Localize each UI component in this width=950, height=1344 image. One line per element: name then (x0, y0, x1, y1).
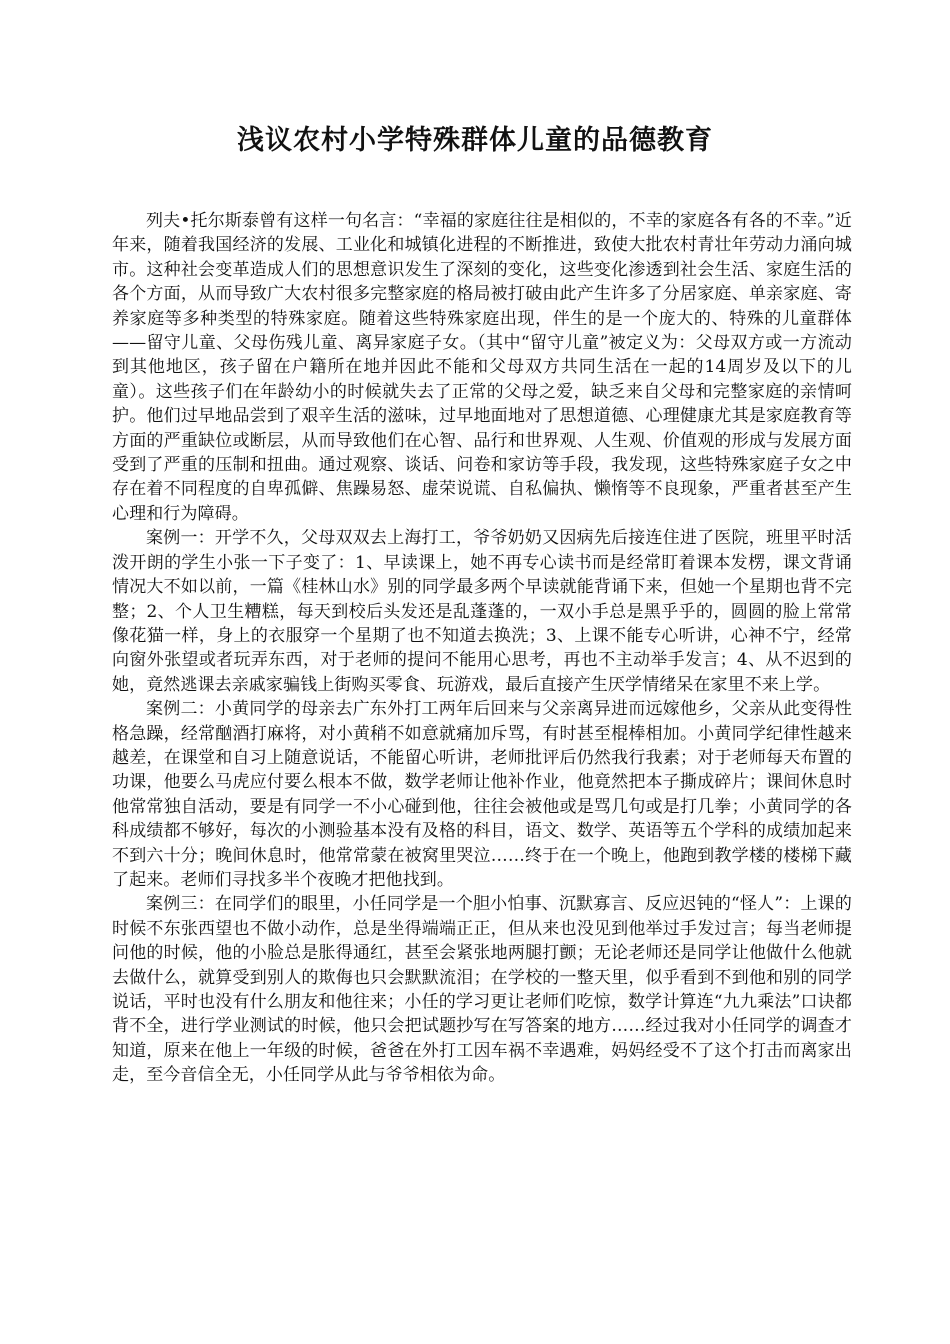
document-title: 浅议农村小学特殊群体儿童的品德教育 (237, 125, 713, 156)
document-body (112, 209, 852, 1088)
case-three-paragraph: 案例三：在同学们的眼里，小任同学是一个胆小怕事、沉默寡言、反应迟钝的“怪人”：上课的时候不东张西望也不做小动作，总是坐得端端正正，但从来也没见到他举过手发过言；每当老师提问他的时候，他的小脸总是胀得通红，甚至会紧张地两腿打颤；无论老师还是同学让他做什么他就去做什么，就算受到别人的欺侮也只会默默流泪；在学校的一整天里，似乎看到不到他和别的同学说话，平时也没有什么朋友和他往来；小任的学习更让老师们吃惊，数学计算连“九九乘法”口诀都背不全，进行学业测试的时候，他只会把试题抄写在写答案的地方……经过我对小任同学的调查才知道，原来在他上一年级的时候，爸爸在外打工因车祸不幸遇难，妈妈经受不了这个打击而离家出走，至今音信全无，小任同学从此与爷爷相依为命。 (112, 894, 852, 1086)
intro-paragraph: 列夫•托尔斯泰曾有这样一句名言：“幸福的家庭往往是相似的，不幸的家庭各有各的不幸。”近年来，随着我国经济的发展、工业化和城镇化进程的不断推进，致使大批农村青壮年劳动力涌向城市。这种社会变革造成人们的思想意识发生了深刻的变化，这些变化渗透到社会生活、家庭生活的各个方面，从而导致广大农村很多完整家庭的格局被打破由此产生许多了分居家庭、单亲家庭、寄养家庭等多种类型的特殊家庭。随着这些特殊家庭出现，伴生的是一个庞大的、特殊的儿童群体——留守儿童、父母伤残儿童、离异家庭子女。（其中“留守儿童”被定义为：父母双方或一方流动到其他地区，孩子留在户籍所在地并因此不能和父母双方共同生活在一起的14周岁及以下的儿童）。这些孩子们在年龄幼小的时候就失去了正常的父母之爱，缺乏来自父母和完整家庭的亲情呵护。他们过早地品尝到了艰辛生活的滋味，过早地面地对了思想道德、心理健康尤其是家庭教育等方面的严重缺位或断层，从而导致他们在心智、品行和世界观、人生观、价值观的形成与发展方面受到了严重的压制和扭曲。通过观察、谈话、问卷和家访等手段，我发现，这些特殊家庭子女之中存在着不同程度的自卑孤僻、焦躁易怒、虚荣说谎、自私偏执、懒惰等不良现象，严重者甚至产生心理和行为障碍。 (112, 211, 852, 524)
case-one-paragraph: 案例一：开学不久，父母双双去上海打工，爷爷奶奶又因病先后接连住进了医院，班里平时活泼开朗的学生小张一下子变了：1、早读课上，她不再专心读书而是经常盯着课本发楞，课文背诵情况大不如以前，一篇《桂林山水》别的同学最多两个早读就能背诵下来，但她一个星期也背不完整；2、个人卫生糟糕，每天到校后头发还是乱蓬蓬的，一双小手总是黑乎乎的，圆圆的脸上常常像花猫一样，身上的衣服穿一个星期了也不知道去换洗；3、上课不能专心听讲，心神不宁，经常向窗外张望或者玩弄东西，对于老师的提问不能用心思考，再也不主动举手发言；4、从不迟到的她，竟然逃课去亲戚家骗钱上街购买零食、玩游戏，最后直接产生厌学情绪呆在家里不来上学。 (112, 528, 852, 695)
case-two-paragraph: 案例二：小黄同学的母亲去广东外打工两年后回来与父亲离异进而远嫁他乡，父亲从此变得性格急躁，经常酗酒打麻将，对小黄稍不如意就痛加斥骂，有时甚至棍棒相加。小黄同学纪律性越来越差，在课堂和自习上随意说话，不能留心听讲，老师批评后仍然我行我素；对于老师每天布置的功课，他要么马虎应付要么根本不做，数学老师让他补作业，他竟然把本子撕成碎片；课间休息时他常常独自活动，要是有同学一不小心碰到他，往往会被他或是骂几句或是打几拳；小黄同学的各科成绩都不够好，每次的小测验基本没有及格的科目，语文、数学、英语等五个学科的成绩加起来不到六十分；晚间休息时，他常常蒙在被窝里哭泣……终于在一个晚上，他跑到教学楼的楼梯下藏了起来。老师们寻找多半个夜晚才把他找到。 (112, 699, 852, 890)
